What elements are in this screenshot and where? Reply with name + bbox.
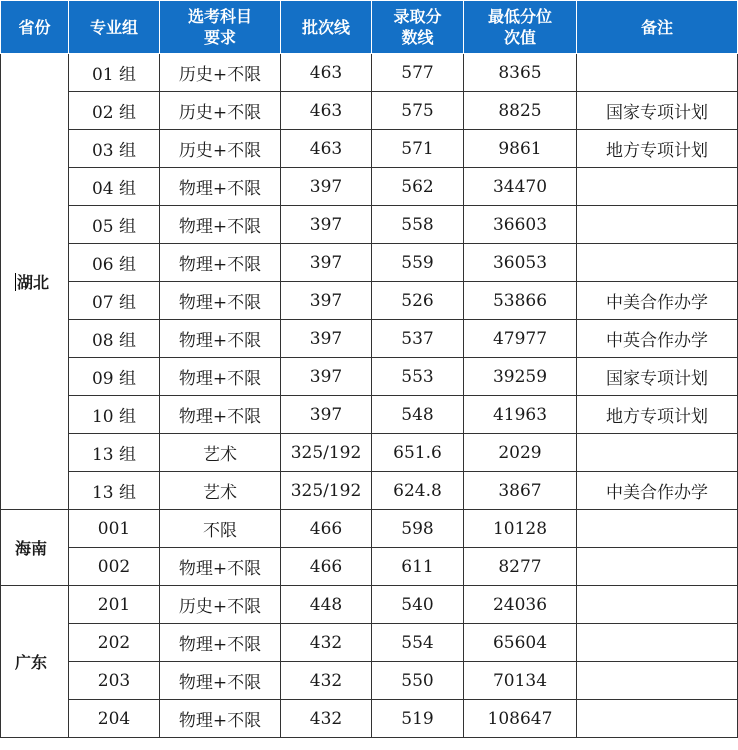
cell-min-score[interactable]: 526 xyxy=(372,282,464,320)
cell-batch-line[interactable]: 325/192 xyxy=(281,434,372,472)
cell-subject[interactable]: 历史+不限 xyxy=(160,92,281,130)
cell-note[interactable] xyxy=(577,434,738,472)
cell-min-score[interactable]: 519 xyxy=(372,700,464,738)
cell-subject[interactable]: 物理+不限 xyxy=(160,548,281,586)
table-row xyxy=(1,206,738,244)
cell-min-score[interactable]: 553 xyxy=(372,358,464,396)
cell-note[interactable] xyxy=(577,662,738,700)
cell-min-score[interactable]: 562 xyxy=(372,168,464,206)
cell-group[interactable]: 203 xyxy=(69,662,160,700)
cell-batch-line[interactable]: 463 xyxy=(281,130,372,168)
cell-province[interactable] xyxy=(1,586,69,738)
table-body xyxy=(1,54,738,738)
table-row xyxy=(1,244,738,282)
header-province[interactable]: 省份 xyxy=(1,1,69,54)
header-row xyxy=(1,1,738,54)
cell-min-rank[interactable]: 8825 xyxy=(464,92,577,130)
cell-group[interactable]: 02 组 xyxy=(69,92,160,130)
table-row xyxy=(1,54,738,92)
cell-subject[interactable]: 物理+不限 xyxy=(160,320,281,358)
cell-batch-line[interactable]: 397 xyxy=(281,320,372,358)
cell-province[interactable] xyxy=(1,54,69,510)
cell-group[interactable]: 001 xyxy=(69,510,160,548)
cell-min-rank[interactable]: 24036 xyxy=(464,586,577,624)
cell-subject[interactable]: 物理+不限 xyxy=(160,282,281,320)
cell-subject[interactable]: 物理+不限 xyxy=(160,700,281,738)
cell-group[interactable]: 13 组 xyxy=(69,434,160,472)
table-row xyxy=(1,282,738,320)
cell-subject[interactable]: 历史+不限 xyxy=(160,54,281,92)
cell-batch-line[interactable]: 463 xyxy=(281,92,372,130)
header-subject-line1: 选考科目 xyxy=(187,7,252,26)
cell-batch-line[interactable]: 397 xyxy=(281,396,372,434)
header-subject[interactable] xyxy=(160,1,281,54)
cell-min-rank[interactable]: 8365 xyxy=(464,54,577,92)
cell-group[interactable]: 002 xyxy=(69,548,160,586)
cell-note[interactable]: 地方专项计划 xyxy=(577,130,738,168)
cell-subject[interactable]: 艺术 xyxy=(160,434,281,472)
cell-batch-line[interactable]: 397 xyxy=(281,244,372,282)
cell-batch-line[interactable]: 432 xyxy=(281,700,372,738)
cell-min-rank[interactable]: 10128 xyxy=(464,510,577,548)
table-row xyxy=(1,700,738,738)
table-row xyxy=(1,358,738,396)
cell-subject[interactable]: 物理+不限 xyxy=(160,396,281,434)
cell-min-score[interactable]: 554 xyxy=(372,624,464,662)
cell-subject[interactable]: 历史+不限 xyxy=(160,586,281,624)
cell-subject[interactable]: 物理+不限 xyxy=(160,168,281,206)
cell-group[interactable]: 04 组 xyxy=(69,168,160,206)
table-row xyxy=(1,434,738,472)
table-row xyxy=(1,662,738,700)
cell-min-score[interactable]: 540 xyxy=(372,586,464,624)
cell-batch-line[interactable]: 463 xyxy=(281,54,372,92)
cell-min-rank[interactable]: 36053 xyxy=(464,244,577,282)
cell-note[interactable] xyxy=(577,586,738,624)
table-row xyxy=(1,130,738,168)
cell-min-score[interactable]: 571 xyxy=(372,130,464,168)
table-row xyxy=(1,168,738,206)
table-row xyxy=(1,510,738,548)
cell-subject[interactable]: 历史+不限 xyxy=(160,130,281,168)
cell-min-rank[interactable]: 41963 xyxy=(464,396,577,434)
cell-min-score[interactable]: 575 xyxy=(372,92,464,130)
cell-min-rank[interactable]: 108647 xyxy=(464,700,577,738)
cell-group[interactable]: 202 xyxy=(69,624,160,662)
table-row xyxy=(1,548,738,586)
cell-batch-line[interactable]: 397 xyxy=(281,206,372,244)
cell-note[interactable] xyxy=(577,206,738,244)
table-row xyxy=(1,92,738,130)
cell-min-score[interactable]: 537 xyxy=(372,320,464,358)
cell-batch-line[interactable]: 448 xyxy=(281,586,372,624)
header-min-rank[interactable] xyxy=(464,1,577,54)
cell-min-rank[interactable]: 70134 xyxy=(464,662,577,700)
cell-min-rank[interactable]: 2029 xyxy=(464,434,577,472)
header-subject-line2: 要求 xyxy=(203,28,236,47)
cell-batch-line[interactable]: 432 xyxy=(281,624,372,662)
cell-min-score[interactable]: 577 xyxy=(372,54,464,92)
cell-min-score[interactable]: 624.8 xyxy=(372,472,464,510)
header-min-rank-line1: 最低分位 xyxy=(487,7,552,26)
cell-batch-line[interactable]: 397 xyxy=(281,358,372,396)
cell-min-rank[interactable]: 36603 xyxy=(464,206,577,244)
table-row xyxy=(1,396,738,434)
cell-note[interactable]: 国家专项计划 xyxy=(577,358,738,396)
cell-group[interactable]: 06 组 xyxy=(69,244,160,282)
cell-min-rank[interactable]: 53866 xyxy=(464,282,577,320)
cell-note[interactable] xyxy=(577,624,738,662)
cell-min-rank[interactable]: 9861 xyxy=(464,130,577,168)
cell-batch-line[interactable]: 397 xyxy=(281,168,372,206)
cell-subject[interactable]: 艺术 xyxy=(160,472,281,510)
cell-note[interactable] xyxy=(577,54,738,92)
cell-note[interactable]: 地方专项计划 xyxy=(577,396,738,434)
cell-min-rank[interactable]: 34470 xyxy=(464,168,577,206)
cell-province[interactable] xyxy=(1,510,69,586)
cell-subject[interactable]: 物理+不限 xyxy=(160,662,281,700)
cell-note[interactable] xyxy=(577,700,738,738)
table-row xyxy=(1,624,738,662)
cell-note[interactable]: 中美合作办学 xyxy=(577,472,738,510)
cell-note[interactable]: 中美合作办学 xyxy=(577,282,738,320)
header-batch-line[interactable]: 批次线 xyxy=(281,1,372,54)
header-min-score-line1: 录取分 xyxy=(393,7,442,26)
cell-batch-line[interactable]: 432 xyxy=(281,662,372,700)
cell-subject[interactable]: 物理+不限 xyxy=(160,624,281,662)
cell-min-score[interactable]: 550 xyxy=(372,662,464,700)
cell-note[interactable] xyxy=(577,510,738,548)
header-min-score-line2: 数线 xyxy=(401,28,434,47)
cell-note[interactable] xyxy=(577,244,738,282)
cell-min-rank[interactable]: 8277 xyxy=(464,548,577,586)
cell-min-score[interactable]: 558 xyxy=(372,206,464,244)
cell-group[interactable]: 01 组 xyxy=(69,54,160,92)
cell-group[interactable]: 204 xyxy=(69,700,160,738)
cell-min-score[interactable]: 548 xyxy=(372,396,464,434)
text-cursor xyxy=(15,273,16,291)
cell-min-rank[interactable]: 65604 xyxy=(464,624,577,662)
cell-group[interactable]: 10 组 xyxy=(69,396,160,434)
table-row xyxy=(1,586,738,624)
cell-min-score[interactable]: 598 xyxy=(372,510,464,548)
cell-subject[interactable]: 物理+不限 xyxy=(160,206,281,244)
header-note[interactable]: 备注 xyxy=(577,1,738,54)
cell-min-score[interactable]: 559 xyxy=(372,244,464,282)
cell-batch-line[interactable]: 466 xyxy=(281,548,372,586)
header-group[interactable]: 专业组 xyxy=(69,1,160,54)
cell-group[interactable]: 03 组 xyxy=(69,130,160,168)
cell-group[interactable]: 13 组 xyxy=(69,472,160,510)
cell-group[interactable]: 201 xyxy=(69,586,160,624)
cell-batch-line[interactable]: 325/192 xyxy=(281,472,372,510)
cell-subject[interactable]: 物理+不限 xyxy=(160,358,281,396)
cell-group[interactable]: 09 组 xyxy=(69,358,160,396)
cell-note[interactable] xyxy=(577,548,738,586)
province-label: 广东 xyxy=(15,653,48,672)
cell-note[interactable]: 中英合作办学 xyxy=(577,320,738,358)
cell-note[interactable] xyxy=(577,168,738,206)
cell-min-rank[interactable]: 3867 xyxy=(464,472,577,510)
header-min-rank-line2: 次值 xyxy=(503,28,536,47)
cell-subject[interactable]: 物理+不限 xyxy=(160,244,281,282)
table-row xyxy=(1,472,738,510)
cell-note[interactable]: 国家专项计划 xyxy=(577,92,738,130)
table-row xyxy=(1,320,738,358)
cell-batch-line[interactable]: 466 xyxy=(281,510,372,548)
header-min-score[interactable] xyxy=(372,1,464,54)
cell-group[interactable]: 07 组 xyxy=(69,282,160,320)
province-label: 湖北 xyxy=(17,273,50,292)
cell-batch-line[interactable]: 397 xyxy=(281,282,372,320)
cell-min-score[interactable]: 611 xyxy=(372,548,464,586)
province-label: 海南 xyxy=(15,539,48,558)
cell-group[interactable]: 05 组 xyxy=(69,206,160,244)
cell-min-rank[interactable]: 47977 xyxy=(464,320,577,358)
cell-min-rank[interactable]: 39259 xyxy=(464,358,577,396)
cell-subject[interactable]: 不限 xyxy=(160,510,281,548)
cell-group[interactable]: 08 组 xyxy=(69,320,160,358)
cell-min-score[interactable]: 651.6 xyxy=(372,434,464,472)
